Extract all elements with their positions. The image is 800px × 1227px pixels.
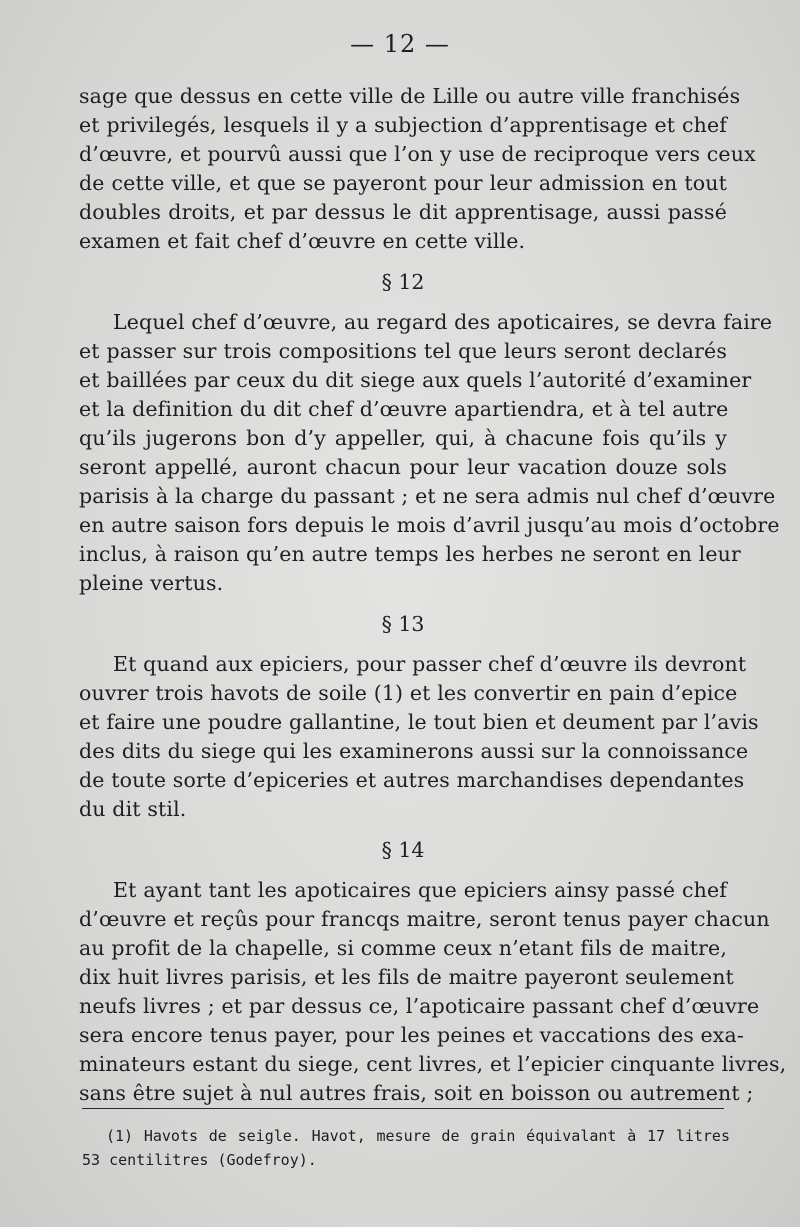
text-line: minateurs estant du siege, cent livres, et l’epicier cinquante livres, — [79, 1052, 787, 1076]
section-heading: § 12 — [381, 270, 425, 294]
text-line: doubles droits, et par dessus le dit apprentisage, aussi passé — [79, 200, 727, 224]
text-line: de cette ville, et que se payeront pour leur admission en tout — [79, 171, 727, 195]
text-line: parisis à la charge du passant ; et ne sera admis nul chef d’œuvre — [79, 484, 776, 508]
text-line: et faire une poudre gallantine, le tout bien et deument par l’avis — [79, 710, 759, 734]
text-line: Et quand aux epiciers, pour passer chef d’œuvre ils devront — [113, 652, 747, 676]
section-heading: § 13 — [381, 612, 425, 636]
text-line: dix huit livres parisis, et les fils de maitre payeront seulement — [79, 965, 734, 989]
text-line: neufs livres ; et par dessus ce, l’apoticaire passant chef d’œuvre — [79, 994, 760, 1018]
text-line: de toute sorte d’epiceries et autres marchandises dependantes — [79, 768, 745, 792]
text-line: inclus, à raison qu’en autre temps les herbes ne seront en leur — [79, 542, 741, 566]
body-text — [79, 82, 787, 1108]
text-line: pleine vertus. — [79, 571, 224, 595]
text-line: du dit stil. — [79, 797, 187, 821]
footnote-rule — [82, 1108, 724, 1109]
text-line: et la definition du dit chef d’œuvre apartiendra, et à tel autre — [79, 397, 729, 421]
text-line: examen et fait chef d’œuvre en cette ville. — [79, 229, 526, 253]
text-line: Et ayant tant les apoticaires que epiciers ainsy passé chef — [113, 878, 727, 902]
text-line: sera encore tenus payer, pour les peines et vaccations des exa- — [79, 1023, 744, 1047]
footnote-line: (1) Havots de seigle. Havot, mesure de grain équivalant à 17 litres — [106, 1127, 730, 1145]
text-line: et baillées par ceux du dit siege aux quels l’autorité d’examiner — [79, 368, 752, 392]
text-line: et privilegés, lesquels il y a subjection d’apprentisage et chef — [79, 113, 727, 137]
text-line: ouvrer trois havots de soile (1) et les convertir en pain d’epice — [79, 681, 738, 705]
text-line: d’œuvre, et pourvû aussi que l’on y use de reciproque vers ceux — [79, 142, 756, 166]
text-line: qu’ils jugerons bon d’y appeller, qui, à chacune fois qu’ils y — [79, 426, 727, 450]
footnote — [82, 1124, 730, 1172]
footnote-line: 53 centilitres (Godefroy). — [82, 1151, 317, 1169]
text-line: sans être sujet à nul autres frais, soit en boisson ou autrement ; — [79, 1081, 754, 1105]
section-heading: § 14 — [381, 838, 425, 862]
page-number: — 12 — — [350, 30, 450, 58]
text-line: et passer sur trois compositions tel que leurs seront declarés — [79, 339, 727, 363]
text-line: seront appellé, auront chacun pour leur vacation douze sols — [79, 455, 727, 479]
text-line: en autre saison fors depuis le mois d’avril jusqu’au mois d’octobre — [79, 513, 780, 537]
text-line: au profit de la chapelle, si comme ceux n’etant fils de maitre, — [79, 936, 727, 960]
text-line: des dits du siege qui les examinerons aussi sur la connoissance — [79, 739, 749, 763]
text-line: Lequel chef d’œuvre, au regard des apoticaires, se devra faire — [113, 310, 773, 334]
text-line: sage que dessus en cette ville de Lille ou autre ville franchisés — [79, 84, 741, 108]
text-line: d’œuvre et reçûs pour francqs maitre, seront tenus payer chacun — [79, 907, 770, 931]
